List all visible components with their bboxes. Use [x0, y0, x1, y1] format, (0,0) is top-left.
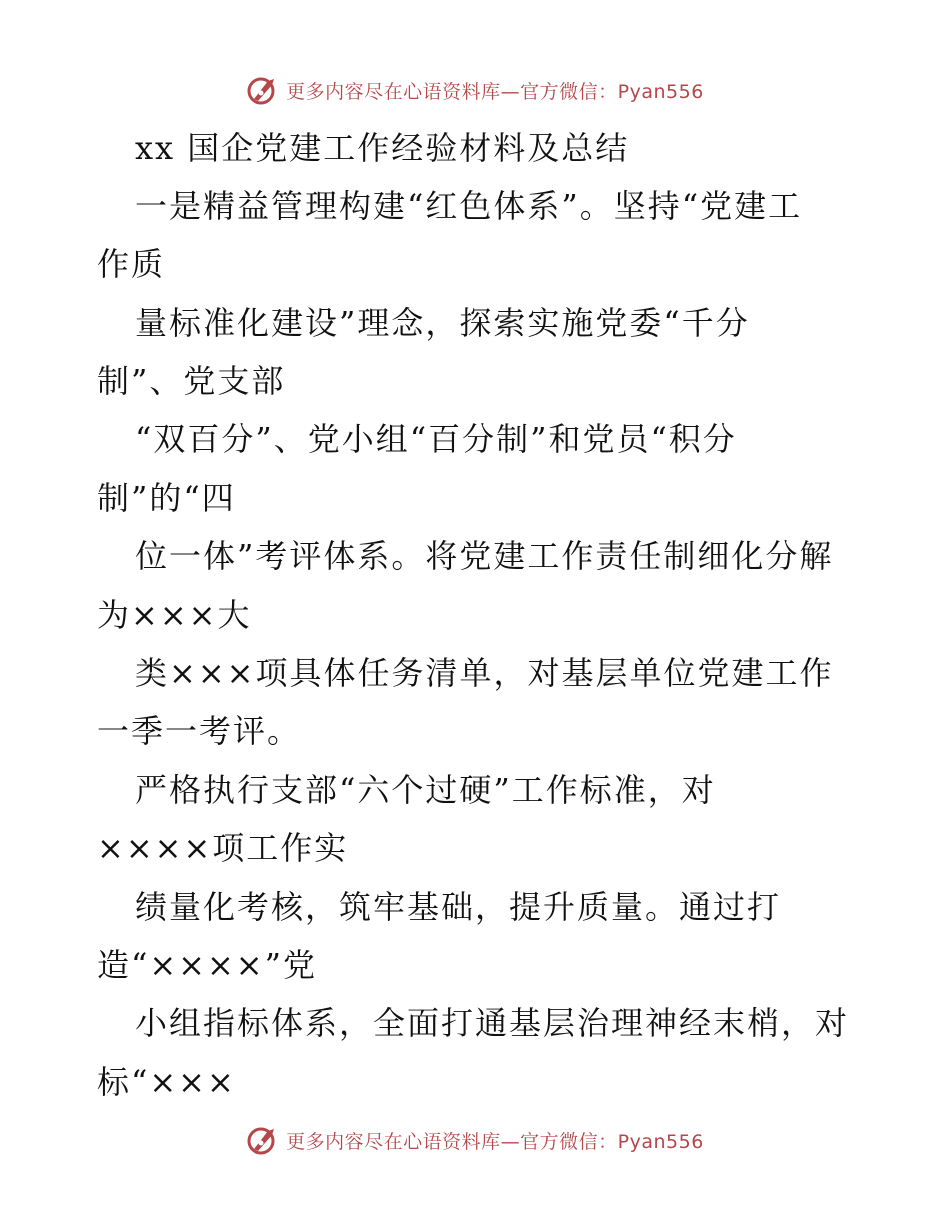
- doc-line: 为×××大: [97, 596, 252, 634]
- doc-line: 小组指标体系，全面打通基层治理神经末梢，对: [135, 1004, 850, 1042]
- doc-line: 一是精益管理构建“红色体系”。坚持“党建工: [135, 187, 803, 225]
- doc-line: 绩量化考核，筑牢基础，提升质量。通过打: [135, 888, 782, 926]
- doc-line: 严格执行支部“六个过硬”工作标准，对: [135, 771, 716, 809]
- doc-line: 一季一考评。: [97, 712, 302, 750]
- doc-line: 制”的“四: [97, 479, 236, 517]
- doc-line: 制”、党支部: [97, 362, 286, 400]
- banner-text: 更多内容尽在心语资料库—官方微信：Pyan556: [286, 80, 704, 103]
- pen-nib-logo-icon: [246, 1123, 280, 1157]
- doc-line: “双百分”、党小组“百分制”和党员“积分: [135, 420, 737, 458]
- doc-line: 造“××××”党: [97, 946, 317, 984]
- doc-line: 标“×××: [97, 1063, 236, 1101]
- doc-line: 位一体”考评体系。将党建工作责任制细化分解: [135, 537, 834, 575]
- doc-line: 量标准化建设”理念，探索实施党委“千分: [135, 304, 750, 342]
- doc-title: xx 国企党建工作经验材料及总结: [135, 129, 630, 167]
- footer-banner: [0, 1120, 950, 1160]
- banner-text: 更多内容尽在心语资料库—官方微信：Pyan556: [286, 1130, 704, 1153]
- doc-line: 类×××项具体任务清单，对基层单位党建工作: [135, 654, 834, 692]
- doc-line: ××××项工作实: [97, 829, 349, 867]
- doc-line: 作质: [97, 245, 166, 283]
